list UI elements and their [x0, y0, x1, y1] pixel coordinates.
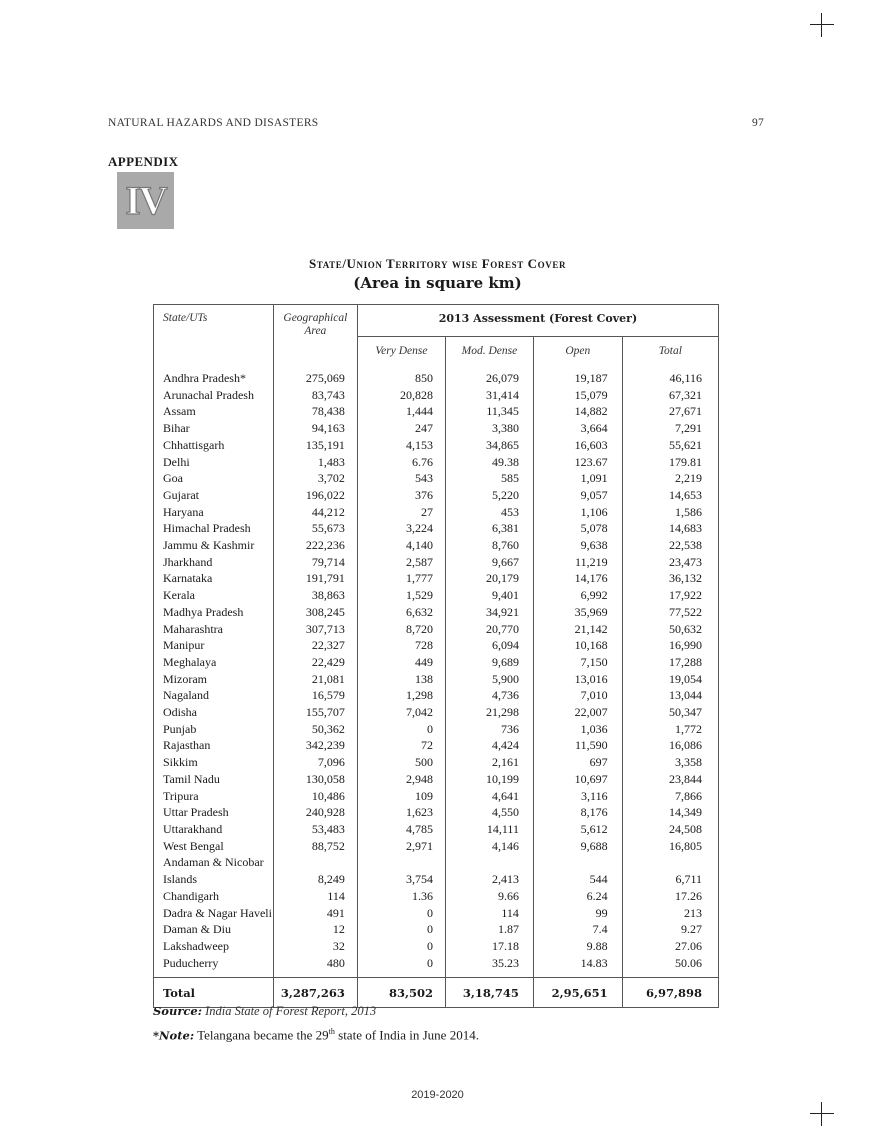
cell-open: 544 [533, 871, 622, 888]
cell-mod-dense: 35.23 [445, 955, 533, 972]
cell-state: Goa [154, 470, 274, 487]
total-label: Total [154, 978, 274, 1008]
cell-very-dense: 2,587 [357, 554, 445, 571]
cell-total: 17.26 [622, 888, 718, 905]
cell-very-dense: 4,785 [357, 821, 445, 838]
cell-very-dense: 3,224 [357, 520, 445, 537]
cell-mod-dense: 9.66 [445, 888, 533, 905]
cell-state: Gujarat [154, 487, 274, 504]
cell-very-dense: 138 [357, 671, 445, 688]
table-row [154, 737, 719, 754]
cell-open: 14,176 [533, 570, 622, 587]
cell-very-dense: 2,948 [357, 771, 445, 788]
footnote [153, 1027, 479, 1043]
cell-mod-dense: 26,079 [445, 370, 533, 387]
cell-total: 22,538 [622, 537, 718, 554]
cell-mod-dense: 31,414 [445, 387, 533, 404]
cell-very-dense [357, 854, 445, 871]
cell-open [533, 854, 622, 871]
cell-geo: 240,928 [273, 804, 357, 821]
table-row [154, 487, 719, 504]
cell-very-dense: 0 [357, 938, 445, 955]
cell-state: Islands [154, 871, 274, 888]
source-text: India State of Forest Report, 2013 [205, 1004, 377, 1018]
cell-state: Puducherry [154, 955, 274, 972]
cell-mod-dense: 9,667 [445, 554, 533, 571]
cell-geo: 491 [273, 905, 357, 922]
cell-very-dense: 1,777 [357, 570, 445, 587]
cell-mod-dense: 20,770 [445, 621, 533, 638]
cell-open: 3,664 [533, 420, 622, 437]
total-very-dense: 83,502 [357, 978, 445, 1008]
cell-very-dense: 3,754 [357, 871, 445, 888]
cell-very-dense: 72 [357, 737, 445, 754]
cell-total: 7,866 [622, 788, 718, 805]
table-row [154, 687, 719, 704]
cell-geo: 94,163 [273, 420, 357, 437]
cell-geo: 50,362 [273, 721, 357, 738]
cell-very-dense: 449 [357, 654, 445, 671]
cell-mod-dense: 8,760 [445, 537, 533, 554]
cell-geo: 53,483 [273, 821, 357, 838]
cell-state: Tripura [154, 788, 274, 805]
cell-mod-dense: 34,921 [445, 604, 533, 621]
cell-mod-dense: 9,401 [445, 587, 533, 604]
note-label: *Note: [153, 1028, 195, 1043]
cell-state: West Bengal [154, 838, 274, 855]
cell-mod-dense: 2,161 [445, 754, 533, 771]
cell-open: 9,057 [533, 487, 622, 504]
table-row [154, 370, 719, 387]
cell-mod-dense: 736 [445, 721, 533, 738]
cell-mod-dense: 114 [445, 905, 533, 922]
table-row [154, 420, 719, 437]
cell-mod-dense: 17.18 [445, 938, 533, 955]
cell-total: 46,116 [622, 370, 718, 387]
cell-open: 9,638 [533, 537, 622, 554]
cell-geo: 1,483 [273, 454, 357, 471]
cell-total: 16,805 [622, 838, 718, 855]
cell-geo: 10,486 [273, 788, 357, 805]
cell-geo: 222,236 [273, 537, 357, 554]
total-mod-dense: 3,18,745 [445, 978, 533, 1008]
cell-state: Jharkhand [154, 554, 274, 571]
cell-open: 13,016 [533, 671, 622, 688]
table-row [154, 604, 719, 621]
cell-total: 77,522 [622, 604, 718, 621]
cell-state: Arunachal Pradesh [154, 387, 274, 404]
appendix-numeral: IV [125, 178, 166, 223]
col-header-open: Open [533, 337, 622, 365]
cell-total: 3,358 [622, 754, 718, 771]
cell-state: Punjab [154, 721, 274, 738]
table-row [154, 905, 719, 922]
cell-geo: 3,702 [273, 470, 357, 487]
cell-geo: 44,212 [273, 504, 357, 521]
col-header-mod-dense: Mod. Dense [445, 337, 533, 365]
cell-geo: 114 [273, 888, 357, 905]
table-row [154, 654, 719, 671]
crop-mark-top [810, 13, 834, 37]
cell-total: 50,347 [622, 704, 718, 721]
cell-mod-dense: 14,111 [445, 821, 533, 838]
cell-very-dense: 500 [357, 754, 445, 771]
source-note [153, 1004, 376, 1019]
total-open: 2,95,651 [533, 978, 622, 1008]
cell-open: 123.67 [533, 454, 622, 471]
cell-state: Andhra Pradesh* [154, 370, 274, 387]
cell-very-dense: 7,042 [357, 704, 445, 721]
cell-mod-dense: 11,345 [445, 403, 533, 420]
table-row [154, 921, 719, 938]
cell-state: Rajasthan [154, 737, 274, 754]
cell-very-dense: 728 [357, 637, 445, 654]
cell-geo: 83,743 [273, 387, 357, 404]
cell-open: 11,590 [533, 737, 622, 754]
cell-mod-dense: 4,641 [445, 788, 533, 805]
cell-mod-dense: 6,381 [445, 520, 533, 537]
cell-mod-dense: 1.87 [445, 921, 533, 938]
total-total: 6,97,898 [622, 978, 718, 1008]
cell-total: 23,844 [622, 771, 718, 788]
cell-very-dense: 27 [357, 504, 445, 521]
page-footer: 2019-2020 [411, 1089, 464, 1101]
cell-geo: 55,673 [273, 520, 357, 537]
table-body [154, 364, 719, 978]
cell-open: 10,697 [533, 771, 622, 788]
cell-total: 7,291 [622, 420, 718, 437]
col-header-total: Total [622, 337, 718, 365]
cell-total: 1,772 [622, 721, 718, 738]
cell-geo: 7,096 [273, 754, 357, 771]
cell-total: 2,219 [622, 470, 718, 487]
source-label: Source: [153, 1004, 202, 1018]
table-row [154, 520, 719, 537]
cell-state: Uttar Pradesh [154, 804, 274, 821]
cell-mod-dense: 6,094 [445, 637, 533, 654]
cell-total: 17,288 [622, 654, 718, 671]
cell-state: Kerala [154, 587, 274, 604]
cell-state: Dadra & Nagar Haveli [154, 905, 274, 922]
appendix-numeral-badge [117, 172, 174, 229]
col-header-state: State/UTs [154, 305, 274, 365]
cell-state: Delhi [154, 454, 274, 471]
forest-cover-table [153, 304, 719, 1008]
cell-mod-dense: 4,146 [445, 838, 533, 855]
cell-total: 9.27 [622, 921, 718, 938]
cell-total: 16,086 [622, 737, 718, 754]
cell-mod-dense: 10,199 [445, 771, 533, 788]
cell-total: 1,586 [622, 504, 718, 521]
cell-state: Nagaland [154, 687, 274, 704]
cell-total: 14,349 [622, 804, 718, 821]
cell-very-dense: 20,828 [357, 387, 445, 404]
cell-total: 50.06 [622, 955, 718, 972]
cell-open: 21,142 [533, 621, 622, 638]
table-row [154, 838, 719, 855]
cell-geo: 130,058 [273, 771, 357, 788]
cell-total: 27.06 [622, 938, 718, 955]
cell-mod-dense: 4,550 [445, 804, 533, 821]
cell-geo: 196,022 [273, 487, 357, 504]
table-row [154, 454, 719, 471]
cell-total: 179.81 [622, 454, 718, 471]
cell-mod-dense [445, 854, 533, 871]
cell-geo: 342,239 [273, 737, 357, 754]
note-text-end: state of India in June 2014. [334, 1027, 479, 1043]
cell-open: 16,603 [533, 437, 622, 454]
cell-mod-dense: 20,179 [445, 570, 533, 587]
table-row [154, 754, 719, 771]
cell-geo: 480 [273, 955, 357, 972]
cell-open: 11,219 [533, 554, 622, 571]
cell-very-dense: 0 [357, 921, 445, 938]
table-row [154, 621, 719, 638]
cell-total: 16,990 [622, 637, 718, 654]
cell-mod-dense: 5,220 [445, 487, 533, 504]
cell-open: 7,150 [533, 654, 622, 671]
cell-very-dense: 543 [357, 470, 445, 487]
cell-very-dense: 376 [357, 487, 445, 504]
cell-open: 35,969 [533, 604, 622, 621]
table-row [154, 771, 719, 788]
cell-mod-dense: 21,298 [445, 704, 533, 721]
table-row [154, 387, 719, 404]
cell-total: 14,653 [622, 487, 718, 504]
table-row [154, 537, 719, 554]
cell-total: 55,621 [622, 437, 718, 454]
cell-very-dense: 6,632 [357, 604, 445, 621]
cell-open: 3,116 [533, 788, 622, 805]
cell-geo: 38,863 [273, 587, 357, 604]
cell-geo: 307,713 [273, 621, 357, 638]
cell-geo: 79,714 [273, 554, 357, 571]
cell-mod-dense: 453 [445, 504, 533, 521]
cell-state: Sikkim [154, 754, 274, 771]
cell-very-dense: 850 [357, 370, 445, 387]
cell-open: 19,187 [533, 370, 622, 387]
cell-geo: 308,245 [273, 604, 357, 621]
appendix-label: APPENDIX [108, 154, 179, 169]
cell-open: 99 [533, 905, 622, 922]
cell-state: Daman & Diu [154, 921, 274, 938]
cell-total: 213 [622, 905, 718, 922]
cell-very-dense: 8,720 [357, 621, 445, 638]
table-row [154, 671, 719, 688]
cell-open: 14,882 [533, 403, 622, 420]
cell-open: 9,688 [533, 838, 622, 855]
note-text: Telangana became the 29 [197, 1027, 329, 1043]
note-sup: th [328, 1027, 335, 1036]
cell-state: Bihar [154, 420, 274, 437]
cell-very-dense: 1,623 [357, 804, 445, 821]
cell-very-dense: 0 [357, 721, 445, 738]
cell-very-dense: 2,971 [357, 838, 445, 855]
cell-open: 697 [533, 754, 622, 771]
cell-state: Karnataka [154, 570, 274, 587]
cell-state: Himachal Pradesh [154, 520, 274, 537]
cell-state: Manipur [154, 637, 274, 654]
cell-geo: 155,707 [273, 704, 357, 721]
cell-mod-dense: 4,424 [445, 737, 533, 754]
col-header-very-dense: Very Dense [357, 337, 445, 365]
table-row [154, 854, 719, 871]
table-row [154, 804, 719, 821]
table-row [154, 587, 719, 604]
table-row [154, 721, 719, 738]
cell-state: Uttarakhand [154, 821, 274, 838]
cell-state: Mizoram [154, 671, 274, 688]
cell-total: 19,054 [622, 671, 718, 688]
cell-very-dense: 1.36 [357, 888, 445, 905]
cell-geo: 21,081 [273, 671, 357, 688]
cell-geo [273, 854, 357, 871]
cell-total: 13,044 [622, 687, 718, 704]
cell-total: 6,711 [622, 871, 718, 888]
cell-total: 36,132 [622, 570, 718, 587]
table-row [154, 570, 719, 587]
cell-state: Madhya Pradesh [154, 604, 274, 621]
cell-open: 5,612 [533, 821, 622, 838]
cell-very-dense: 247 [357, 420, 445, 437]
cell-open: 1,091 [533, 470, 622, 487]
cell-open: 7,010 [533, 687, 622, 704]
table-row [154, 403, 719, 420]
table-row [154, 871, 719, 888]
cell-very-dense: 109 [357, 788, 445, 805]
cell-total: 24,508 [622, 821, 718, 838]
cell-state: Chhattisgarh [154, 437, 274, 454]
cell-open: 14.83 [533, 955, 622, 972]
cell-total: 14,683 [622, 520, 718, 537]
cell-state: Haryana [154, 504, 274, 521]
cell-total: 27,671 [622, 403, 718, 420]
cell-open: 1,036 [533, 721, 622, 738]
cell-mod-dense: 5,900 [445, 671, 533, 688]
cell-total [622, 854, 718, 871]
table-row [154, 704, 719, 721]
cell-state: Tamil Nadu [154, 771, 274, 788]
cell-state: Maharashtra [154, 621, 274, 638]
cell-open: 7.4 [533, 921, 622, 938]
cell-mod-dense: 49.38 [445, 454, 533, 471]
cell-state: Assam [154, 403, 274, 420]
cell-total: 50,632 [622, 621, 718, 638]
cell-geo: 22,327 [273, 637, 357, 654]
crop-mark-bottom [810, 1102, 834, 1126]
cell-total: 23,473 [622, 554, 718, 571]
cell-geo: 191,791 [273, 570, 357, 587]
table-row [154, 821, 719, 838]
cell-geo: 135,191 [273, 437, 357, 454]
table-row [154, 888, 719, 905]
cell-open: 6,992 [533, 587, 622, 604]
table-row [154, 955, 719, 972]
cell-open: 9.88 [533, 938, 622, 955]
cell-mod-dense: 585 [445, 470, 533, 487]
cell-geo: 32 [273, 938, 357, 955]
table-row [154, 504, 719, 521]
cell-very-dense: 1,444 [357, 403, 445, 420]
cell-open: 8,176 [533, 804, 622, 821]
cell-very-dense: 4,140 [357, 537, 445, 554]
cell-open: 5,078 [533, 520, 622, 537]
cell-geo: 8,249 [273, 871, 357, 888]
cell-mod-dense: 3,380 [445, 420, 533, 437]
cell-very-dense: 0 [357, 905, 445, 922]
cell-total: 67,321 [622, 387, 718, 404]
cell-very-dense: 1,298 [357, 687, 445, 704]
running-header: NATURAL HAZARDS AND DISASTERS [108, 117, 319, 129]
cell-open: 15,079 [533, 387, 622, 404]
cell-geo: 88,752 [273, 838, 357, 855]
table-row [154, 470, 719, 487]
table-row [154, 554, 719, 571]
table-row [154, 437, 719, 454]
table-row [154, 788, 719, 805]
cell-state: Andaman & Nicobar [154, 854, 274, 871]
cell-geo: 16,579 [273, 687, 357, 704]
col-header-assessment: 2013 Assessment (Forest Cover) [357, 305, 718, 337]
cell-state: Chandigarh [154, 888, 274, 905]
cell-state: Lakshadweep [154, 938, 274, 955]
cell-geo: 22,429 [273, 654, 357, 671]
cell-open: 10,168 [533, 637, 622, 654]
cell-geo: 275,069 [273, 370, 357, 387]
cell-mod-dense: 34,865 [445, 437, 533, 454]
cell-very-dense: 1,529 [357, 587, 445, 604]
cell-state: Odisha [154, 704, 274, 721]
col-header-geo: Geographical Area [273, 305, 357, 365]
table-row [154, 938, 719, 955]
table-title: State/Union Territory wise Forest Cover [308, 256, 567, 271]
cell-open: 6.24 [533, 888, 622, 905]
cell-state: Jammu & Kashmir [154, 537, 274, 554]
cell-total: 17,922 [622, 587, 718, 604]
table-row [154, 637, 719, 654]
total-geo: 3,287,263 [273, 978, 357, 1008]
cell-state: Meghalaya [154, 654, 274, 671]
cell-mod-dense: 4,736 [445, 687, 533, 704]
table-subtitle: (Area in square km) [353, 274, 522, 292]
cell-very-dense: 6.76 [357, 454, 445, 471]
cell-very-dense: 4,153 [357, 437, 445, 454]
cell-geo: 12 [273, 921, 357, 938]
cell-open: 1,106 [533, 504, 622, 521]
cell-mod-dense: 9,689 [445, 654, 533, 671]
cell-geo: 78,438 [273, 403, 357, 420]
cell-very-dense: 0 [357, 955, 445, 972]
cell-mod-dense: 2,413 [445, 871, 533, 888]
page-number: 97 [752, 117, 765, 129]
cell-open: 22,007 [533, 704, 622, 721]
